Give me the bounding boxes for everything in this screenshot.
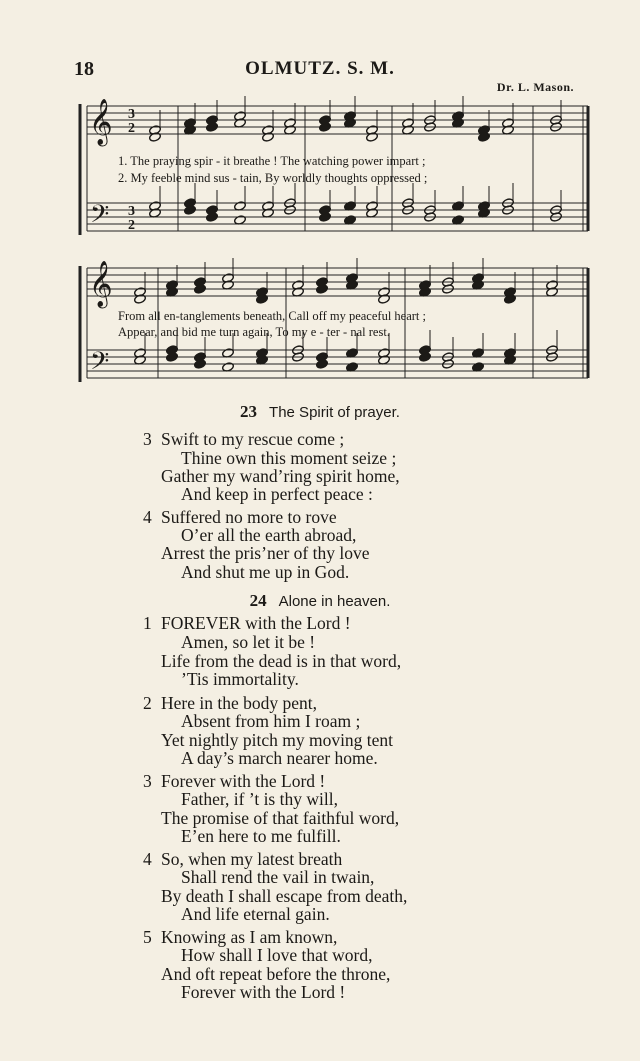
lyric-line-1: 1. The praying spir - it breathe ! The watching power impart ; <box>118 154 426 168</box>
hymn-number: 24 <box>249 591 267 610</box>
verse-line: And life eternal gain. <box>181 904 330 924</box>
hymn-heading-23 <box>0 402 640 422</box>
verse-line: So, when my latest breath <box>161 849 343 869</box>
verse-line: Yet nightly pitch my moving tent <box>161 730 394 750</box>
stanza-number: 4 <box>143 849 152 869</box>
verse-line: FOREVER with the Lord ! <box>161 613 351 633</box>
lyric-line-2: 2. My feeble mind sus - tain, By worldly thoughts oppressed ; <box>118 171 428 185</box>
verse-line: O’er all the earth abroad, <box>181 525 357 545</box>
svg-text:𝄞: 𝄞 <box>89 99 113 145</box>
verse-line: And shut me up in God. <box>181 562 350 582</box>
verse-line: Forever with the Lord ! <box>161 771 326 791</box>
svg-text:2: 2 <box>128 121 135 136</box>
verse-line: Life from the dead is in that word, <box>161 651 402 671</box>
tune-title: OLMUTZ. S. M. <box>245 58 395 79</box>
composer-name: Dr. L. Mason. <box>496 80 574 94</box>
hymn-title: Alone in heaven. <box>278 593 391 610</box>
music-score <box>0 0 640 420</box>
stanza-number: 1 <box>143 613 152 633</box>
page-number: 18 <box>74 58 94 80</box>
hymn-title: The Spirit of prayer. <box>269 404 400 421</box>
verse-line: Forever with the Lord ! <box>181 982 346 1002</box>
lyric-line-4: Appear, and bid me turn again, To my e - ter - nal rest. <box>118 325 390 339</box>
verse-line: How shall I love that word, <box>181 945 373 965</box>
stanza-number: 3 <box>143 771 152 791</box>
verse-line: And keep in perfect peace : <box>181 484 373 504</box>
stanza-number: 4 <box>143 507 152 527</box>
verse-line: A day’s march nearer home. <box>181 748 378 768</box>
verse-line: Swift to my rescue come ; <box>161 429 345 449</box>
verse-line: Suffered no more to rove <box>161 507 337 527</box>
hymn-number: 23 <box>240 402 258 421</box>
verse-line: Absent from him I roam ; <box>181 711 361 731</box>
verse-line: Knowing as I am known, <box>161 927 338 947</box>
stanza-number: 5 <box>143 927 152 947</box>
verse-line: ’Tis immortality. <box>181 669 299 689</box>
svg-text:3: 3 <box>128 204 135 219</box>
verse-line: By death I shall escape from death, <box>161 886 408 906</box>
stanza-number: 2 <box>143 693 152 713</box>
svg-text:2: 2 <box>128 218 135 233</box>
hymn-heading-24 <box>0 591 640 611</box>
verse-line: Amen, so let it be ! <box>181 632 316 652</box>
verse-line: Arrest the pris’ner of thy love <box>161 543 370 563</box>
verse-line: Father, if ’t is thy will, <box>181 789 338 809</box>
verse-line: Gather my wand’ring spirit home, <box>161 466 400 486</box>
verse-line: E’en here to me fulfill. <box>181 826 341 846</box>
verse-line: The promise of that faithful word, <box>161 808 400 828</box>
svg-text:𝄢: 𝄢 <box>90 200 110 235</box>
stanza-number: 3 <box>143 429 152 449</box>
lyric-line-3: From all en-tanglements beneath, Call off my peaceful heart ; <box>118 309 426 323</box>
verse-line: Shall rend the vail in twain, <box>181 867 375 887</box>
verse-line: Here in the body pent, <box>161 693 317 713</box>
svg-text:𝄞: 𝄞 <box>89 261 113 307</box>
verse-line: And oft repeat before the throne, <box>161 964 391 984</box>
svg-text:3: 3 <box>128 107 135 122</box>
svg-text:𝄢: 𝄢 <box>90 347 110 382</box>
verse-line: Thine own this moment seize ; <box>181 448 397 468</box>
